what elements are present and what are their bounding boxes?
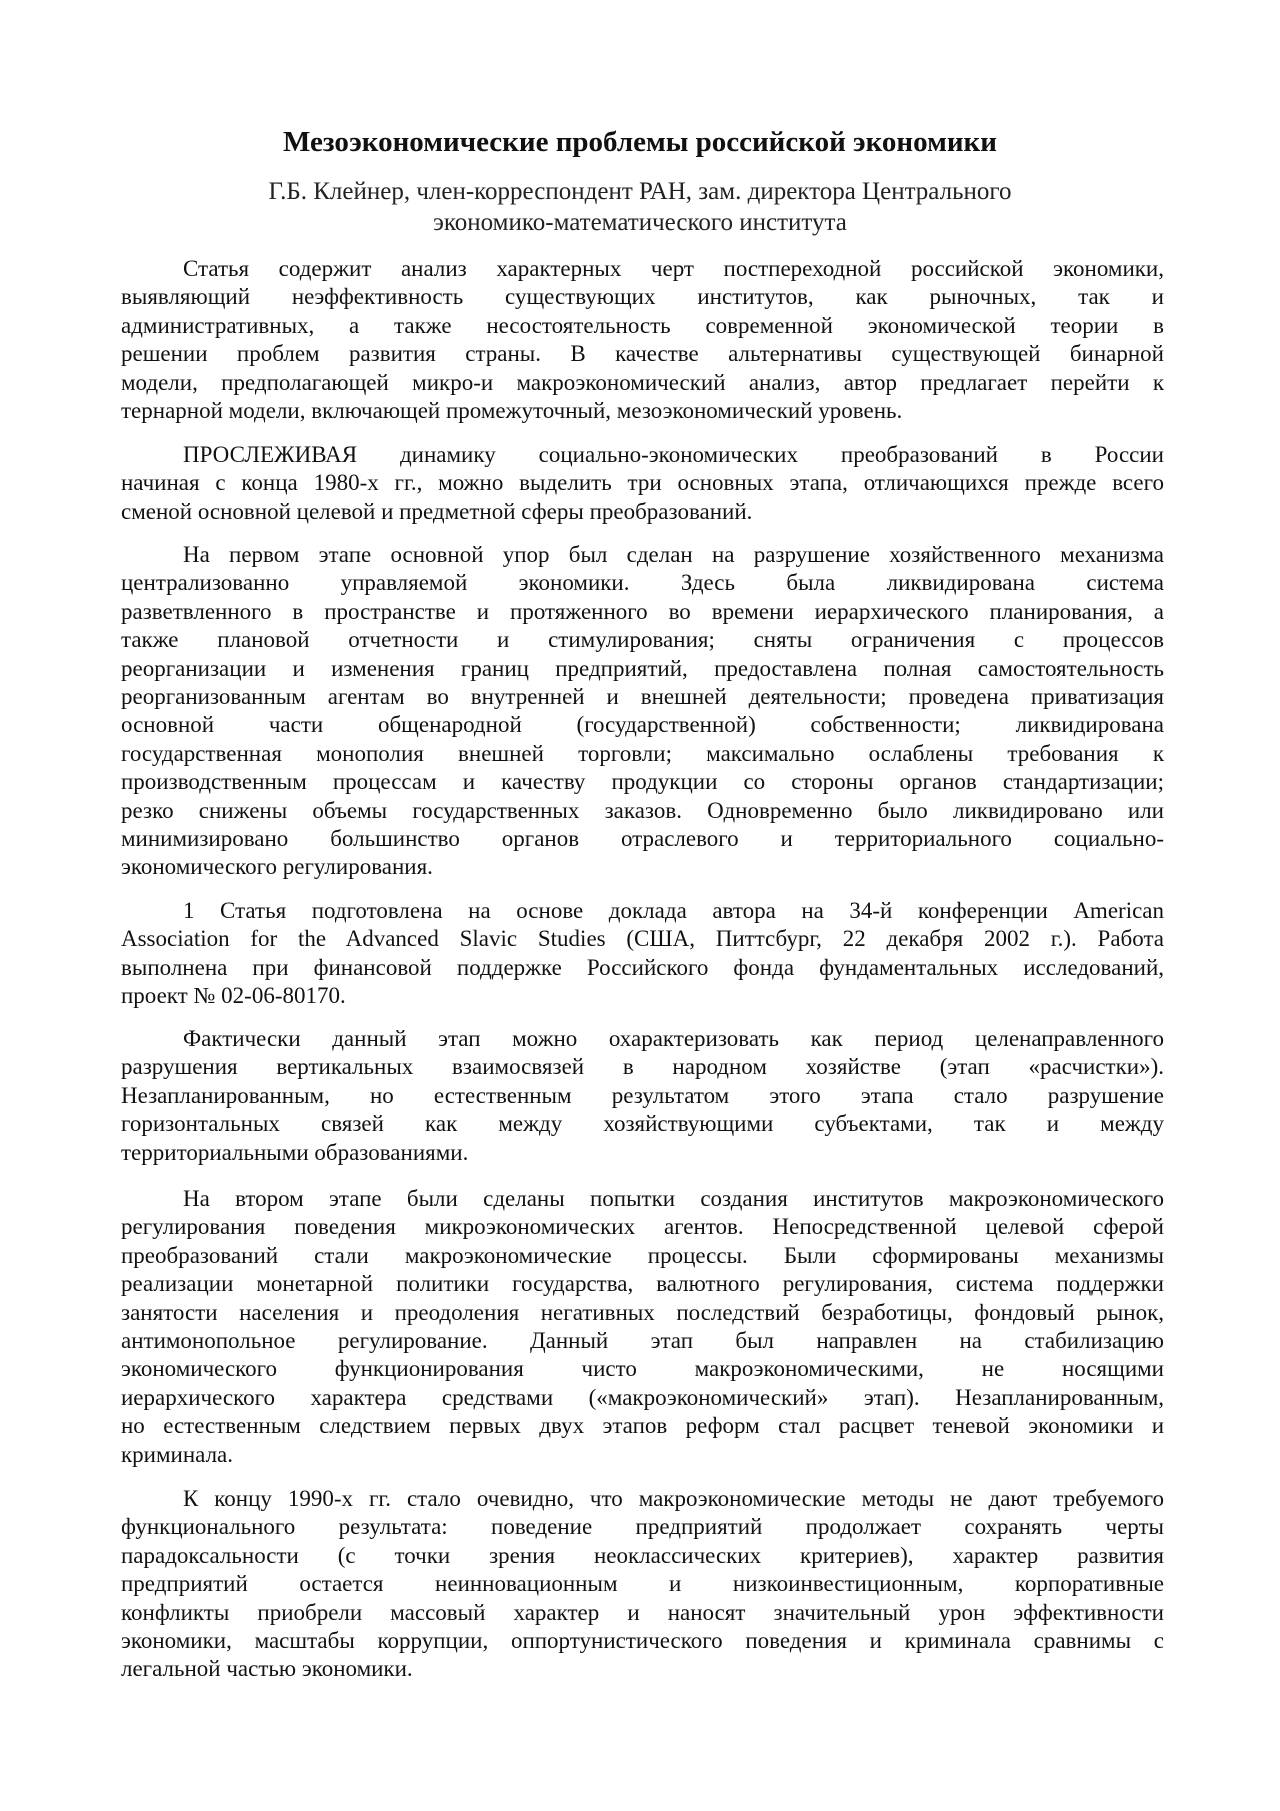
- second-stage-paragraph: [121, 1185, 1164, 1469]
- text-line: Фактически данный этап можно охарактеризовать как период целенаправленного: [183, 1026, 1164, 1051]
- text-line: централизованно управляемой экономики. Здесь была ликвидирована система: [121, 570, 1164, 596]
- text-line: антимонопольное регулирование. Данный этап был направлен на стабилизацию: [121, 1328, 1164, 1354]
- text-line: выявляющий неэффективность существующих институтов, как рыночных, так и: [121, 284, 1164, 310]
- first-stage-summary-paragraph: [121, 1025, 1164, 1167]
- text-line: производственным процессам и качеству продукции со стороны органов стандартизации;: [121, 769, 1164, 795]
- text-line: начиная с конца 1980-х гг., можно выделить три основных этапа, отличающихся прежде всего: [121, 470, 1164, 496]
- text-line: конфликты приобрели массовый характер и наносят значительный урон эффективности: [121, 1599, 1164, 1625]
- author-affiliation: [0, 176, 1280, 238]
- text-line: сменой основной целевой и предметной сферы преобразований.: [121, 498, 753, 524]
- intro-paragraph: [121, 441, 1164, 526]
- text-line: резко снижены объемы государственных заказов. Одновременно было ликвидировано или: [121, 797, 1164, 823]
- abstract-paragraph: [121, 255, 1164, 425]
- text-line: модели, предполагающей микро-и макроэкономический анализ, автор предлагает перейти к: [121, 369, 1164, 395]
- text-line: реализации монетарной политики государства, валютного регулирования, система поддержки: [121, 1271, 1164, 1297]
- author-line-2: экономико-математического института: [433, 209, 847, 236]
- text-line: разрушения вертикальных взаимосвязей в народном хозяйстве (этап «расчистки»).: [121, 1054, 1164, 1080]
- text-line: занятости населения и преодоления негативных последствий безработицы, фондовый рынок,: [121, 1299, 1164, 1325]
- text-line: горизонтальных связей как между хозяйствующими субъектами, так и между: [121, 1111, 1164, 1137]
- author-line-1: Г.Б. Клейнер, член-корреспондент РАН, зам. директора Центрального: [268, 178, 1012, 205]
- text-line: Незапланированным, но естественным результатом этого этапа стало разрушение: [121, 1082, 1164, 1108]
- text-line: экономического регулирования.: [121, 854, 433, 880]
- text-line: Association for the Advanced Slavic Studies (США, Питтсбург, 22 декабря 2002 г.). Работа: [121, 926, 1164, 952]
- third-stage-paragraph: [121, 1485, 1164, 1684]
- text-line: также плановой отчетности и стимулирования; сняты ограничения с процессов: [121, 627, 1164, 653]
- document-title: Мезоэкономические проблемы российской экономики: [283, 126, 997, 158]
- text-line: реорганизованным агентам во внутренней и внешней деятельности; проведена приватизация: [121, 684, 1164, 710]
- text-line: тернарной модели, включающей промежуточный, мезоэкономический уровень.: [121, 398, 903, 424]
- text-line: экономического функционирования чисто макроэкономическими, не носящими: [121, 1356, 1164, 1382]
- text-line: функционального результата: поведение предприятий продолжает сохранять черты: [121, 1514, 1164, 1540]
- text-line: К концу 1990-х гг. стало очевидно, что макроэкономические методы не дают требуемого: [183, 1486, 1164, 1511]
- text-line: парадоксальности (с точки зрения неоклассических критериев), характер развития: [121, 1542, 1164, 1568]
- text-line: решении проблем развития страны. В качестве альтернативы существующей бинарной: [121, 341, 1164, 367]
- text-line: предприятий остается неинновационным и низкоинвестиционным, корпоративные: [121, 1571, 1164, 1597]
- text-line: криминала.: [121, 1441, 234, 1467]
- text-line: проект № 02-06-80170.: [121, 983, 346, 1009]
- text-line: преобразований стали макроэкономические процессы. Были сформированы механизмы: [121, 1242, 1164, 1268]
- text-line: легальной частью экономики.: [121, 1656, 413, 1682]
- text-line: На первом этапе основной упор был сделан на разрушение хозяйственного механизма: [183, 542, 1164, 567]
- text-line: территориальными образованиями.: [121, 1139, 469, 1165]
- text-line: иерархического характера средствами («макроэкономический» этап). Незапланированным,: [121, 1384, 1164, 1410]
- text-line: разветвленного в пространстве и протяженного во времени иерархического планирования, а: [121, 598, 1164, 624]
- text-line: 1 Статья подготовлена на основе доклада автора на 34-й конференции American: [183, 898, 1164, 923]
- text-line: ПРОСЛЕЖИВАЯ динамику социально-экономических преобразований в России: [183, 442, 1164, 467]
- text-line: реорганизации и изменения границ предприятий, предоставлена полная самостоятельность: [121, 655, 1164, 681]
- text-line: минимизировано большинство органов отраслевого и территориального социально-: [121, 826, 1164, 852]
- text-line: На втором этапе были сделаны попытки создания институтов макроэкономического: [183, 1186, 1164, 1211]
- text-line: но естественным следствием первых двух этапов реформ стал расцвет теневой экономики и: [121, 1413, 1164, 1439]
- first-stage-paragraph: [121, 541, 1164, 882]
- text-line: основной части общенародной (государственной) собственности; ликвидирована: [121, 712, 1164, 738]
- text-line: административных, а также несостоятельность современной экономической теории в: [121, 312, 1164, 338]
- text-line: экономики, масштабы коррупции, оппортунистического поведения и криминала сравнимы с: [121, 1628, 1164, 1654]
- text-line: Статья содержит анализ характерных черт постпереходной российской экономики,: [183, 256, 1164, 281]
- text-line: выполнена при финансовой поддержке Российского фонда фундаментальных исследований,: [121, 954, 1164, 980]
- text-line: государственная монополия внешней торговли; максимально ослаблены требования к: [121, 740, 1164, 766]
- text-line: регулирования поведения микроэкономических агентов. Непосредственной целевой сферой: [121, 1214, 1164, 1240]
- footnote-paragraph: [121, 897, 1164, 1011]
